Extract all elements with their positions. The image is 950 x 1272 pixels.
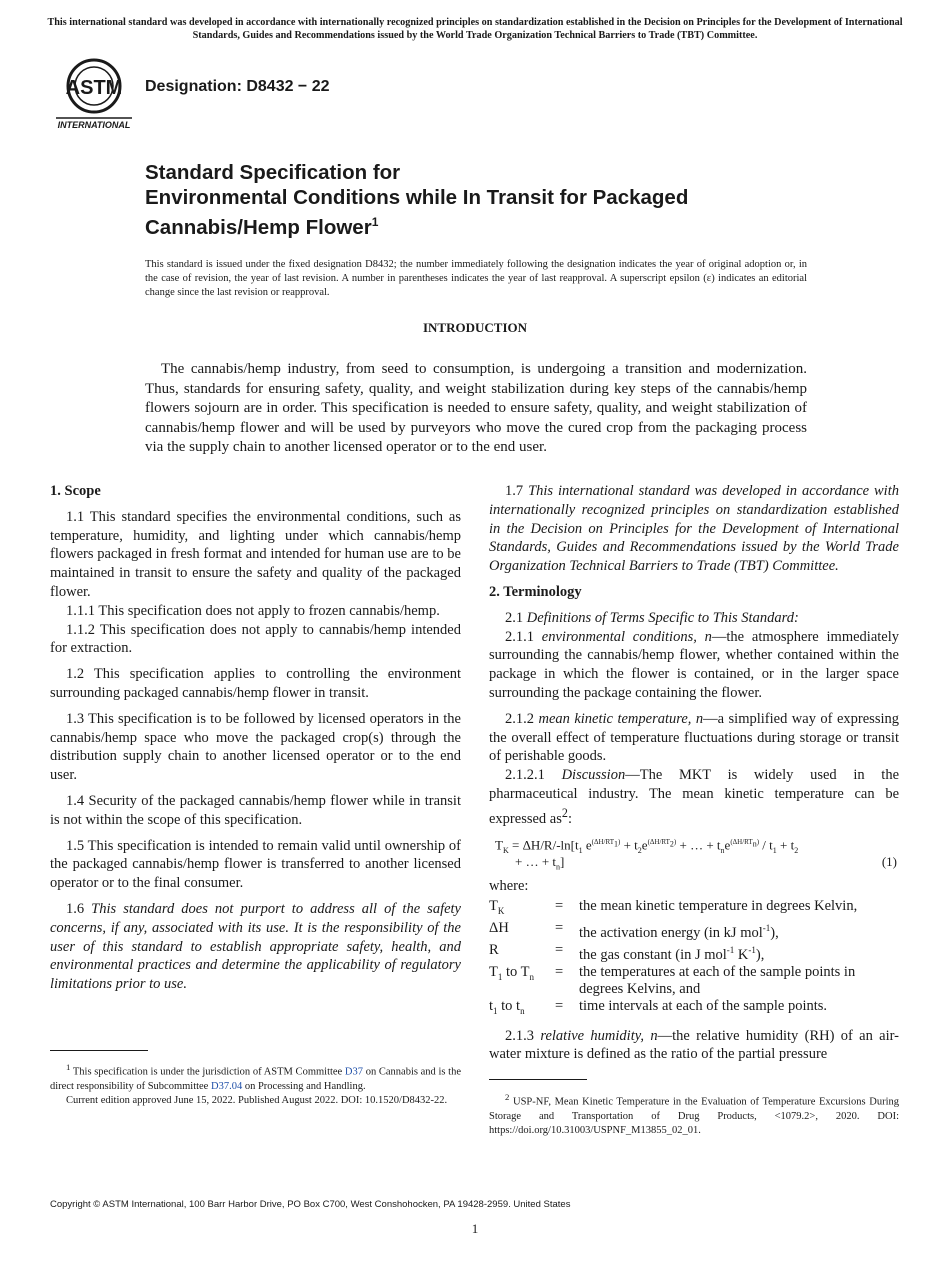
section-1-1-2: 1.1.2 This specification does not apply to cannabis/hemp intended for extraction. xyxy=(50,621,461,657)
section-2-1-3 xyxy=(489,1027,899,1065)
section-2-1-2-num: 2.1.2 xyxy=(505,710,534,727)
footnote-divider-left xyxy=(50,1050,148,1051)
footnote-1-text-c: on Processing and Handling. xyxy=(244,1080,366,1092)
section-2-1-num: 2.1 xyxy=(505,609,524,626)
designation: Designation: D8432 − 22 xyxy=(145,78,330,95)
right-column xyxy=(489,482,899,1064)
footnote-2-mark: 2 xyxy=(505,1092,510,1102)
section-1-7 xyxy=(489,482,899,576)
where-symbol: ΔH xyxy=(489,920,509,937)
footnote-divider-right xyxy=(489,1079,587,1080)
where-symbol: $T_K$ xyxy=(489,898,505,917)
section-2-1-2-text: —a simplified way of expressing the overall effect of temperature fluctuations during storage or transit of perishable goods. xyxy=(489,710,899,765)
where-definitions xyxy=(489,898,899,1019)
logo-text: ASTM xyxy=(65,77,123,99)
footnote-2 xyxy=(489,1090,899,1138)
equation-line-2: + … + $t_n$] xyxy=(515,854,565,872)
where-definition: time intervals at each of the sample points. xyxy=(579,997,828,1014)
section-2-1-2-1-num: 2.1.2.1 xyxy=(505,767,545,784)
equation-line-1: $T_K = \Delta H/R/-\ln[t_1$ $e^{(\Delta H/RT_1)} + t_2e^{(\Delta H/RT_2)}$ + … + $t_ne^{(\Delta H/RT_n)} / t_1 + t_2$ xyxy=(495,837,799,856)
footnote-1-mark: 1 xyxy=(66,1062,71,1072)
section-1-2: 1.2 This specification applies to controlling the environment surrounding packaged cannabis/hemp flower in transit. xyxy=(50,666,461,701)
introduction-heading: INTRODUCTION xyxy=(422,320,527,335)
section-1-1: 1.1 This standard specifies the environmental conditions, such as temperature, humidity, and lighting under which cannabis/hemp flowers packaged in fresh format and intended for human use are to be maintained in transit to ensure the safety and quality of the packaged flower. xyxy=(50,508,461,600)
where-definition: the mean kinetic temperature in degrees Kelvin, xyxy=(579,898,858,915)
terminology-heading: 2. Terminology xyxy=(489,583,582,600)
footnote-2-ref[interactable]: 2 xyxy=(561,805,568,820)
where-row: ΔH = the activation energy (in kJ mol$^{-1}$), xyxy=(489,920,899,942)
section-1-5: 1.5 This specification is intended to remain valid until ownership of the packaged cannabis/hemp flower is transferred to another licensed operator or to the final consumer. xyxy=(50,837,461,892)
where-symbol: R xyxy=(489,941,499,958)
where-row: $T_1$ to $T_n$ = the temperatures at each of the sample points in degrees Kelvins, and xyxy=(489,964,899,998)
section-2-1-1 xyxy=(489,628,899,703)
where-row: $t_1$ to $t_n$ = time intervals at each of the sample points. xyxy=(489,998,899,1020)
where-definition: the temperatures at each of the sample points in degrees Kelvins, and xyxy=(579,963,856,997)
discussion-label: Discussion xyxy=(561,767,626,784)
footnote-2-text: USP-NF, Mean Kinetic Temperature in the Evaluation of Temperature Excursions During Storage and Transportation of Drug Products, <1079.2>, 2020. DOI: https://doi.org/10.31003/USPNF_M13855_02_01. xyxy=(489,1096,899,1136)
section-1-7-num: 1.7 xyxy=(505,483,524,499)
issued-note: This standard is issued under the fixed designation D8432; the number immediately following the designation indicates the year of original adoption or, in the case of revision, the year of last revision. A number in parentheses indicates the year of last reapproval. A superscript epsilon (ε) indicates an editorial change since the last revision or reapproval. xyxy=(145,259,807,298)
where-label: where: xyxy=(489,878,529,895)
section-2-1-2-1: 2.1.2.1 Discussion—The MKT is widely used in the pharmaceutical industry. The mean kinetic temperature can be expressed $as^2$: xyxy=(489,767,899,827)
section-1-6-num: 1.6 xyxy=(66,900,85,917)
footnote-1 xyxy=(50,1060,461,1108)
footnote-1-text-a: This specification is under the jurisdiction of ASTM Committee xyxy=(72,1066,343,1078)
copyright-line: Copyright © ASTM International, 100 Barr Harbor Drive, PO Box C700, West Conshohocken, PA 19428-2959. United States xyxy=(50,1199,571,1210)
left-column xyxy=(50,482,461,994)
section-2-1-3-num: 2.1.3 xyxy=(505,1027,534,1044)
committee-d37-link[interactable]: D37 xyxy=(344,1066,364,1078)
section-2-1 xyxy=(489,609,899,628)
section-2-1-1-text: —the atmosphere immediately surrounding the cannabis/hemp flower, whether contained within the package in which the flower is contained, or in the larger space surrounding the package containing the flower. xyxy=(489,628,900,701)
astm-logo xyxy=(54,56,134,132)
where-definition: the gas constant (in J mol$^{-1}$ $K^{-1}$), xyxy=(579,944,765,963)
where-symbol: $T_1$ to $T_n$ xyxy=(489,963,534,982)
page-number: 1 xyxy=(471,1221,479,1236)
term-relative-humidity: relative humidity, n xyxy=(540,1027,658,1044)
section-2-1-2-1-text: —The MKT is widely used in the pharmaceutical industry. The mean kinetic temperature can be expressed as xyxy=(489,767,899,827)
section-2-1-2 xyxy=(489,710,899,766)
tbt-notice: This international standard was developed in accordance with internationally recognized principles on standardization established in the Decision on Principles for the Development of International Standards, Guides and Recommendations issued by the World Trade Organization Technical Barriers to Trade (TBT) Committee. xyxy=(47,17,903,41)
title-footnote-ref[interactable]: 1 xyxy=(371,215,379,229)
equation-number: (1) xyxy=(881,854,897,870)
footnote-1-current-edition: Current edition approved June 15, 2022. Published August 2022. DOI: 10.1520/D8432-22. xyxy=(66,1094,448,1106)
section-1-4: 1.4 Security of the packaged cannabis/hemp flower while in transit is not within the scope of this specification. xyxy=(50,792,461,828)
section-1-6 xyxy=(50,900,461,994)
footnote-1-text-b: on Cannabis and is the direct responsibility of Subcommittee xyxy=(50,1066,462,1092)
subcommittee-d37-04-link[interactable]: D37.04 xyxy=(210,1080,243,1092)
section-1-6-text: This standard does not purport to address all of the safety concerns, if any, associated with its use. It is the responsibility of the user of this standard to establish appropriate safety, health, and environmental practices and determine the applicability of regulatory limitations prior to use. xyxy=(50,900,461,993)
where-symbol: $t_1$ to $t_n$ xyxy=(489,997,525,1016)
title-line-1: Standard Specification for xyxy=(145,161,401,184)
scope-heading: 1. Scope xyxy=(50,483,101,499)
title-line-2: Environmental Conditions while In Transit for Packaged xyxy=(145,186,689,209)
section-1-7-text: This international standard was developed in accordance with internationally recognized principles on standardization established in the Decision on Principles for the Development of International Standards, Guides and Recommendations issued by the World Trade Organization Technical Barriers to Trade (TBT) Committee. xyxy=(489,483,899,575)
term-environmental-conditions: environmental conditions, n xyxy=(541,628,712,645)
title-line-3: Cannabis/Hemp Flower xyxy=(145,215,372,239)
where-row: $T_K$ = the mean kinetic temperature in degrees Kelvin, xyxy=(489,898,899,920)
introduction-text: The cannabis/hemp industry, from seed to consumption, is undergoing a transition and modernization. Thus, standards for ensuring safety, quality, and weight stabilization during key steps of the cannabis/hemp flowers sojourn are in order. This specification is needed to ensure safety, quality, and weight stabilization of cannabis/hemp flower and will be used by purveyors who move the cured crop from the packaging process via the supply chain to another licensed operator or to the end user. xyxy=(145,361,807,455)
term-mean-kinetic-temperature: mean kinetic temperature, n xyxy=(538,710,704,727)
section-2-1-1-num: 2.1.1 xyxy=(505,628,534,645)
document-title xyxy=(145,160,845,240)
section-2-1-text: Definitions of Terms Specific to This Standard: xyxy=(526,609,799,626)
where-row: R = the gas constant (in J mol$^{-1}$ $K^{-1}$), xyxy=(489,942,899,964)
astm-logo-mark xyxy=(54,56,134,132)
section-1-3: 1.3 This specification is to be followed by licensed operators in the cannabis/hemp space who move the packaged crop(s) through the distribution supply chain to another licensed operator or to the end user. xyxy=(50,710,461,784)
section-2-1-3-text: —the relative humidity (RH) of an air-water mixture is defined as the ratio of the partial pressure xyxy=(489,1027,900,1063)
where-definition: the activation energy (in kJ mol$^{-1}$), xyxy=(579,923,779,941)
logo-subtext: INTERNATIONAL xyxy=(57,120,131,130)
mkt-equation xyxy=(489,833,899,877)
section-1-1-1: 1.1.1 This specification does not apply to frozen cannabis/hemp. xyxy=(66,602,440,619)
